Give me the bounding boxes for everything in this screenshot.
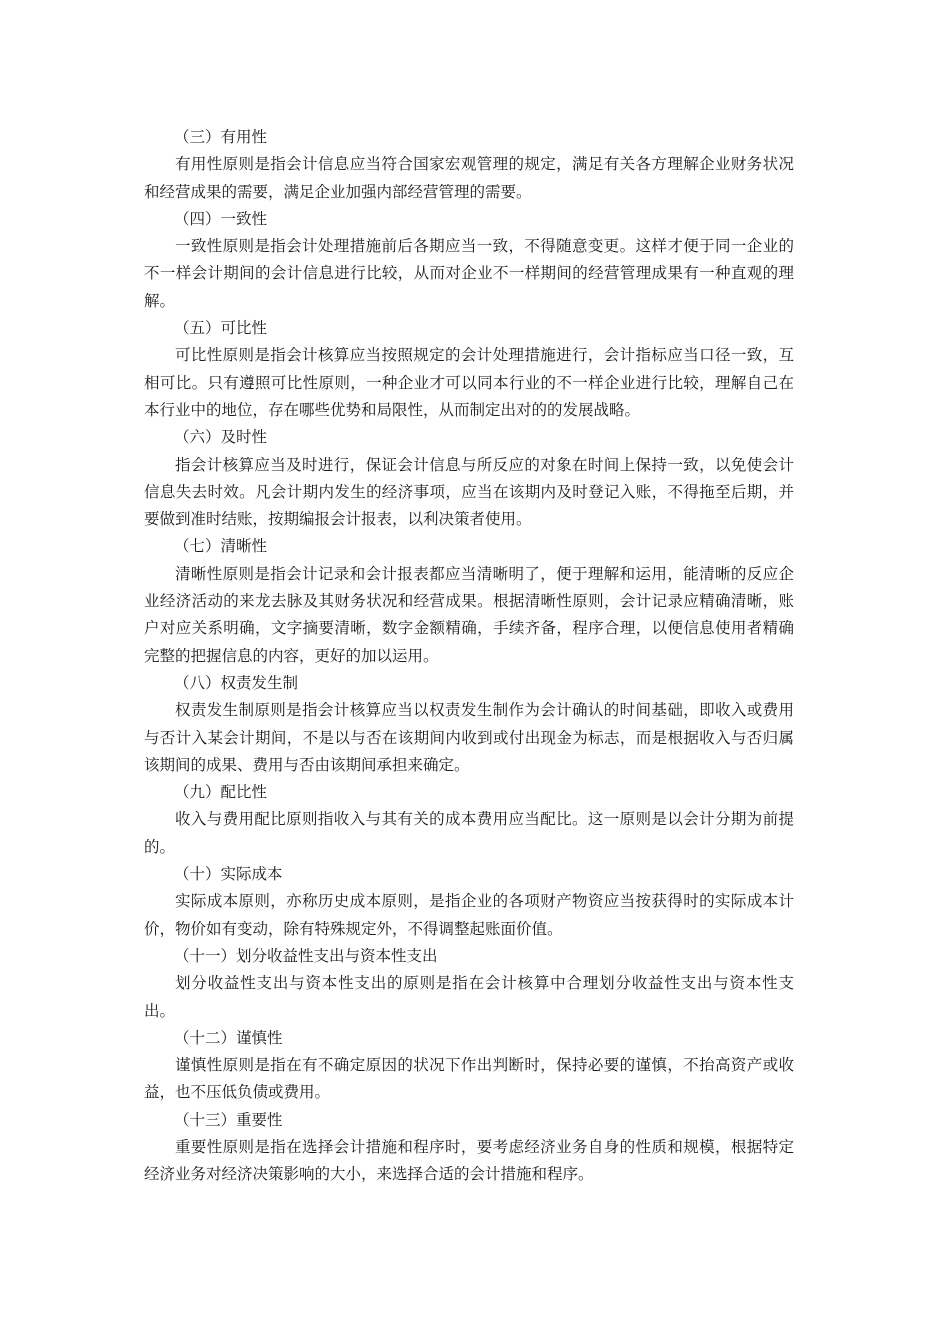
section-title-timeliness: （六）及时性 (174, 428, 268, 447)
section-body-accrual-basis: 权责发生制原则是指会计核算应当以权责发生制作为会计确认的时间基础，即收入或费用与否计入某会计期间，不是以与否在该期间内收到或付出现金为标志，而是根据收入与否归属该期间的成果、费用与否由该期间承担来确定。 (144, 701, 794, 774)
section-title-clarity: （七）清晰性 (174, 537, 268, 556)
section-body-prudence: 谨慎性原则是指在有不确定原因的状况下作出判断时，保持必要的谨慎，不抬高资产或收益，也不压低负债或费用。 (144, 1056, 794, 1102)
section-body-comparability: 可比性原则是指会计核算应当按照规定的会计处理措施进行，会计指标应当口径一致，互相可比。只有遵照可比性原则，一种企业才可以同本行业的不一样企业进行比较，理解自己在本行业中的地位，存在哪些优势和局限性，从而制定出对的的发展战略。 (144, 346, 794, 419)
section-title-matching: （九）配比性 (174, 783, 268, 802)
section-title-consistency: （四）一致性 (174, 209, 268, 228)
document-content (144, 124, 794, 1189)
section-title-actual-cost: （十）实际成本 (174, 865, 283, 884)
section-title-accrual-basis: （八）权责发生制 (174, 673, 299, 692)
section-body-expenditure-division: 划分收益性支出与资本性支出的原则是指在会计核算中合理划分收益性支出与资本性支出。 (144, 974, 794, 1020)
section-body-matching: 收入与费用配比原则指收入与其有关的成本费用应当配比。这一原则是以会计分期为前提的。 (144, 810, 794, 856)
section-title-comparability: （五）可比性 (174, 319, 268, 338)
section-body-materiality: 重要性原则是指在选择会计措施和程序时，要考虑经济业务自身的性质和规模，根据特定经济业务对经济决策影响的大小，来选择合适的会计措施和程序。 (144, 1137, 794, 1184)
section-body-timeliness: 指会计核算应当及时进行，保证会计信息与所反应的对象在时间上保持一致，以免使会计信息失去时效。凡会计期内发生的经济事项，应当在该期内及时登记入账，不得拖至后期，并要做到准时结账，按期编报会计报表，以利决策者使用。 (144, 455, 794, 529)
section-title-usefulness: （三）有用性 (174, 128, 268, 146)
section-title-prudence: （十二）谨慎性 (174, 1028, 283, 1047)
section-body-clarity: 清晰性原则是指会计记录和会计报表都应当清晰明了，便于理解和运用，能清晰的反应企业经济活动的来龙去脉及其财务状况和经营成果。根据清晰性原则，会计记录应精确清晰，账户对应关系明确，文字摘要清晰，数字金额精确，手续齐备，程序合理，以便信息使用者精确完整的把握信息的内容，更好的加以运用。 (144, 564, 794, 665)
section-title-expenditure-division: （十一）划分收益性支出与资本性支出 (174, 946, 438, 965)
section-body-consistency: 一致性原则是指会计处理措施前后各期应当一致，不得随意变更。这样才便于同一企业的不一样会计期间的会计信息进行比较，从而对企业不一样期间的经营管理成果有一种直观的理解。 (144, 237, 794, 310)
section-body-usefulness: 有用性原则是指会计信息应当符合国家宏观管理的规定，满足有关各方理解企业财务状况和经营成果的需要，满足企业加强内部经营管理的需要。 (144, 155, 794, 201)
section-title-materiality: （十三）重要性 (174, 1110, 283, 1129)
section-body-actual-cost: 实际成本原则，亦称历史成本原则，是指企业的各项财产物资应当按获得时的实际成本计价，物价如有变动，除有特殊规定外，不得调整起账面价值。 (144, 892, 794, 938)
